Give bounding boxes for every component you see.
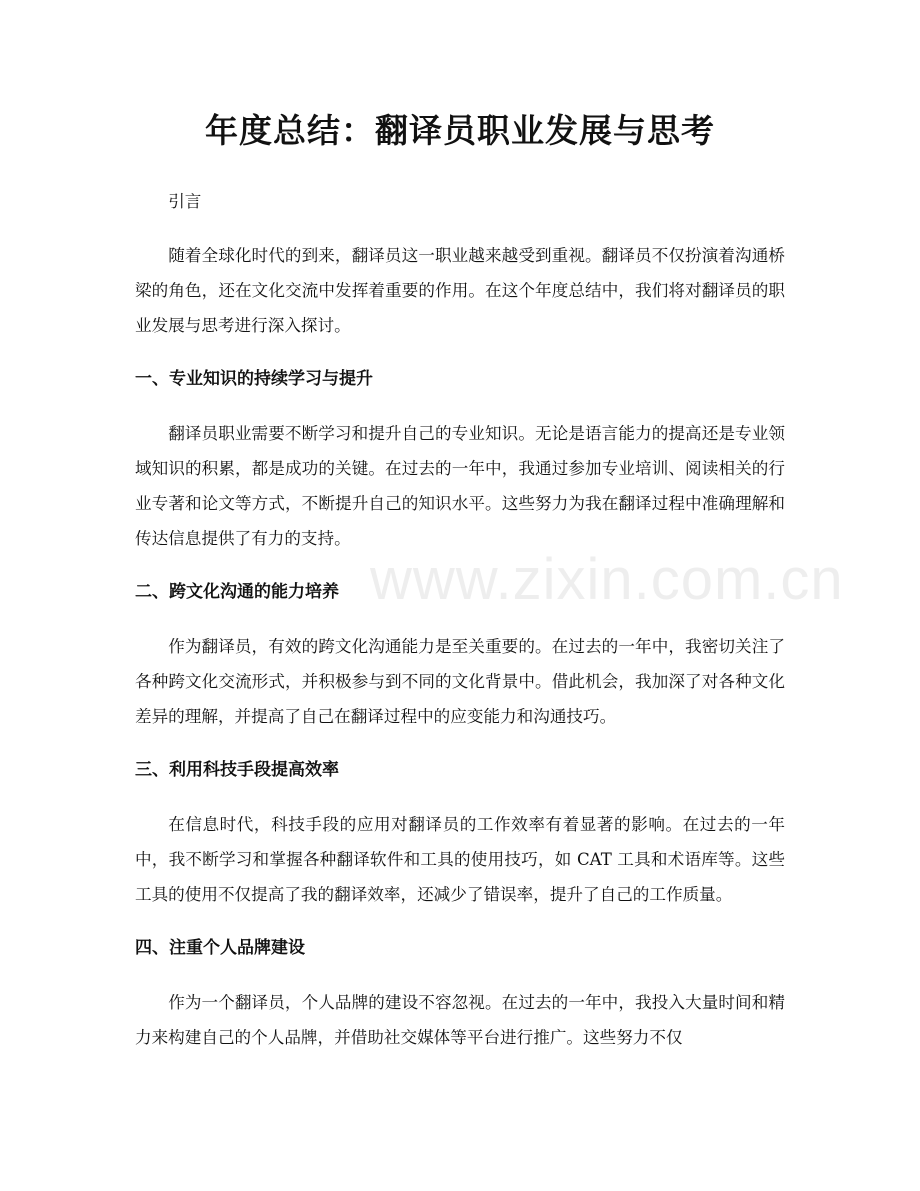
watermark: www.zixin.com.cn [370,547,844,612]
section-3-heading: 三、利用科技手段提高效率 [135,760,339,780]
document-title: 年度总结：翻译员职业发展与思考 [205,111,715,150]
intro-paragraph: 随着全球化时代的到来，翻译员这一职业越来越受到重视。翻译员不仅扮演着沟通桥梁的角色，还在文化交流中发挥着重要的作用。在这个年度总结中，我们将对翻译员的职业发展与思考进行深入探讨。 [135,246,785,335]
section-2-paragraph: 作为翻译员，有效的跨文化沟通能力是至关重要的。在过去的一年中，我密切关注了各种跨文化交流形式，并积极参与到不同的文化背景中。借此机会，我加深了对各种文化差异的理解，并提高了自己在翻译过程中的应变能力和沟通技巧。 [135,637,785,726]
document-body [135,184,785,1074]
section-1-heading: 一、专业知识的持续学习与提升 [135,369,373,389]
section-1-paragraph: 翻译员职业需要不断学习和提升自己的专业知识。无论是语言能力的提高还是专业领域知识的积累，都是成功的关键。在过去的一年中，我通过参加专业培训、阅读相关的行业专著和论文等方式，不断提升自己的知识水平。这些努力为我在翻译过程中准确理解和传达信息提供了有力的支持。 [135,424,785,548]
section-4-paragraph: 作为一个翻译员，个人品牌的建设不容忽视。在过去的一年中，我投入大量时间和精力来构建自己的个人品牌，并借助社交媒体等平台进行推广。这些努力不仅 [135,993,785,1047]
intro-label: 引言 [168,192,202,211]
section-3-paragraph: 在信息时代，科技手段的应用对翻译员的工作效率有着显著的影响。在过去的一年中，我不断学习和掌握各种翻译软件和工具的使用技巧，如 CAT 工具和术语库等。这些工具的使用不仅提高了我的翻译效率，还减少了错误率，提升了自己的工作质量。 [135,815,785,904]
section-2-heading: 二、跨文化沟通的能力培养 [135,582,339,602]
section-4-heading: 四、注重个人品牌建设 [135,938,305,958]
